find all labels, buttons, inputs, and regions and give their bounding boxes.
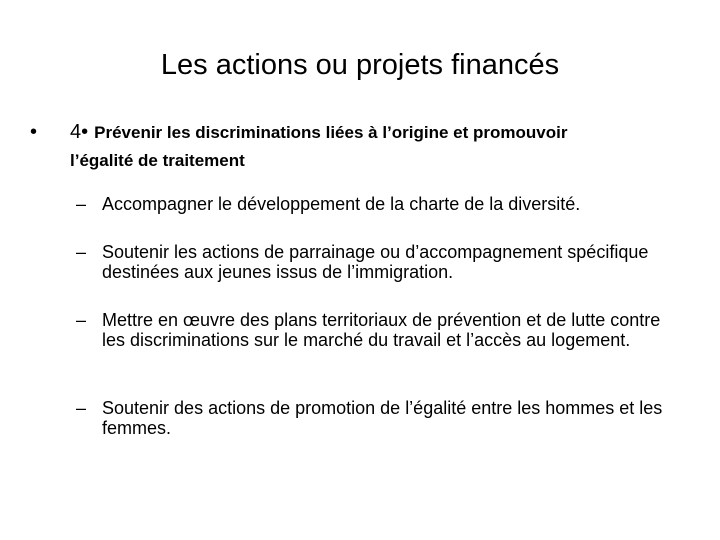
main-bullet-line2: l’égalité de traitement (70, 151, 245, 170)
main-bullet-line1: Prévenir les discriminations liées à l’origine et promouvoir (94, 123, 568, 142)
main-bullet-number: 4• (70, 121, 89, 143)
sub-item-dash: – (76, 194, 87, 214)
sub-item-territorial-plans (76, 310, 686, 350)
sub-item-dash: – (76, 242, 87, 262)
sub-item-text: Soutenir des actions de promotion de l’égalité entre les hommes et les femmes. (102, 398, 663, 438)
main-bullet-text (70, 118, 690, 175)
sub-item-mentoring (76, 242, 686, 282)
sub-item-text: Mettre en œuvre des plans territoriaux de prévention et de lutte contre les discriminations sur le marché du travail et l’accès au logement. (102, 310, 661, 350)
sub-item-text: Soutenir les actions de parrainage ou d’accompagnement spécifique destinées aux jeunes issus de l’immigration. (102, 242, 649, 282)
sub-item-gender-equality (76, 398, 686, 438)
sub-item-dash: – (76, 398, 87, 418)
sub-item-dash: – (76, 310, 87, 330)
slide-title: Les actions ou projets financés (160, 49, 560, 81)
sub-item-charter (76, 194, 686, 214)
main-bullet-symbol: • (30, 121, 38, 143)
sub-item-text: Accompagner le développement de la charte de la diversité. (102, 194, 581, 214)
